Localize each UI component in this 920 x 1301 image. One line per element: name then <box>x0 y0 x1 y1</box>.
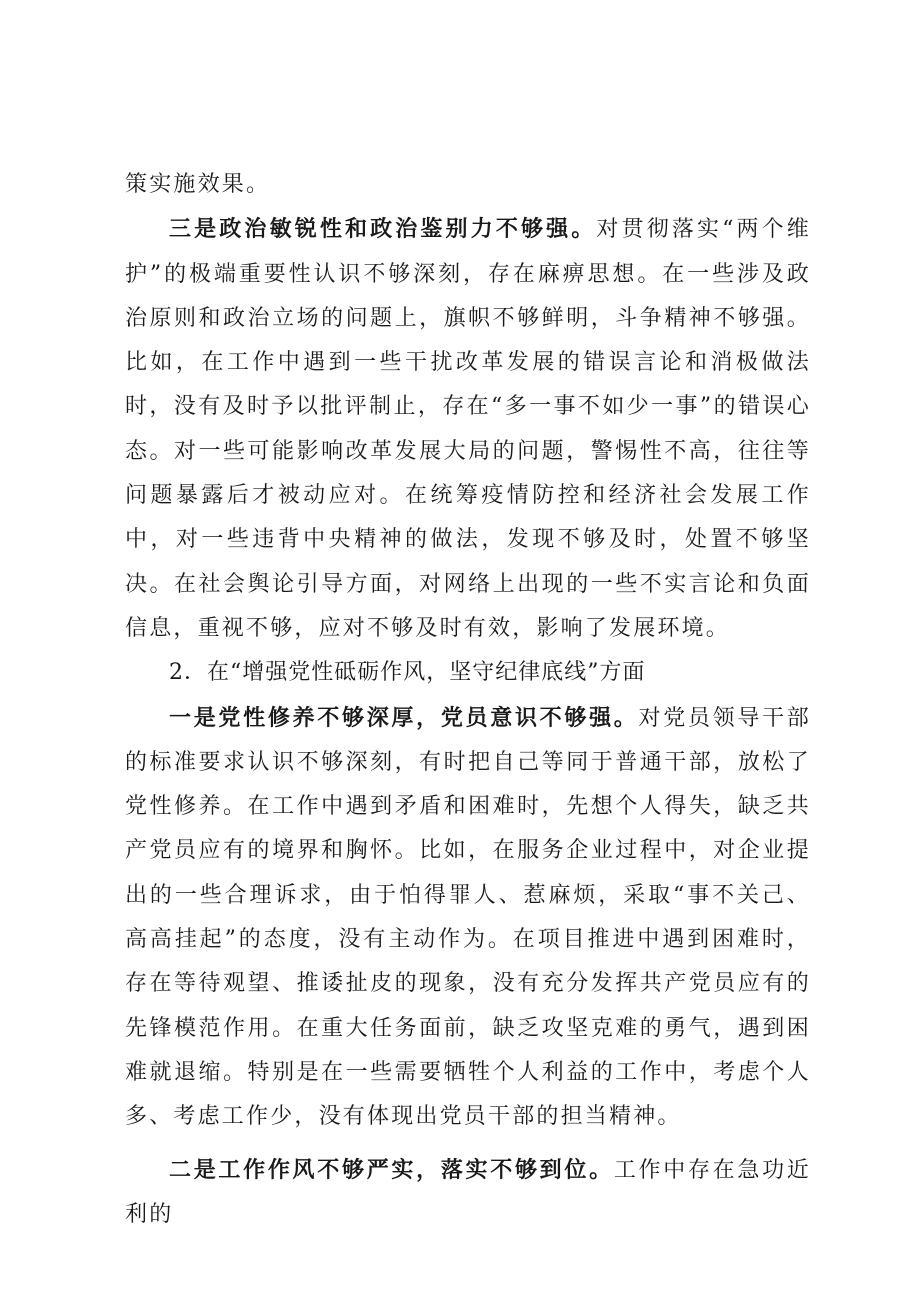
paragraph-point-three <box>125 207 811 651</box>
paragraph-lead: 三是政治敏锐性和政治鉴别力不够强。 <box>169 216 597 243</box>
paragraph-text: 工作中存在急功近利的 <box>125 1157 811 1227</box>
section-heading-text: 2．在“增强党性砥砺作风，坚守纪律底线”方面 <box>169 660 646 686</box>
paragraph-lead: 二是工作作风不够严实，落实不够到位。 <box>169 1156 614 1183</box>
paragraph-point-two <box>125 1148 811 1238</box>
paragraph-lead: 一是党性修养不够深厚，党员意识不够强。 <box>169 704 639 731</box>
document-body <box>125 163 811 1237</box>
paragraph-text: 对党员领导干部的标准要求认识不够深刻，有时把自己等同于普通干部，放松了党性修养。在工作中遇到矛盾和困难时，先想个人得失，缺乏共产党员应有的境界和胸怀。比如，在服务企业过程中，对企业提出的一些合理诉求，由于怕得罪人、惹麻烦，采取“事不关己、高高挂起”的态度，没有主动作为。在项目推进中遇到困难时，存在等待观望、推诿扯皮的现象，没有充分发挥共产党员应有的先锋模范作用。在重大任务面前，缺乏攻坚克难的勇气，遇到困难就退缩。特别是在一些需要牺牲个人利益的工作中，考虑个人多、考虑工作少，没有体现出党员干部的担当精神。 <box>125 705 811 1130</box>
paragraph-text: 策实施效果。 <box>125 172 271 197</box>
paragraph-text: 对贯彻落实“两个维护”的极端重要性认识不够深刻，存在麻痹思想。在一些涉及政治原则和政治立场的问题上，旗帜不够鲜明，斗争精神不够强。比如，在工作中遇到一些干扰改革发展的错误言论和消极做法时，没有及时予以批评制止，存在“多一事不如少一事”的错误心态。对一些可能影响改革发展大局的问题，警惕性不高，往往等问题暴露后才被动应对。在统筹疫情防控和经济社会发展工作中，对一些违背中央精神的做法，发现不够及时，处置不够坚决。在社会舆论引导方面，对网络上出现的一些不实言论和负面信息，重视不够，应对不够及时有效，影响了发展环境。 <box>125 217 811 641</box>
paragraph-continuation <box>125 163 811 207</box>
paragraph-point-one <box>125 696 811 1140</box>
section-heading <box>125 651 811 695</box>
